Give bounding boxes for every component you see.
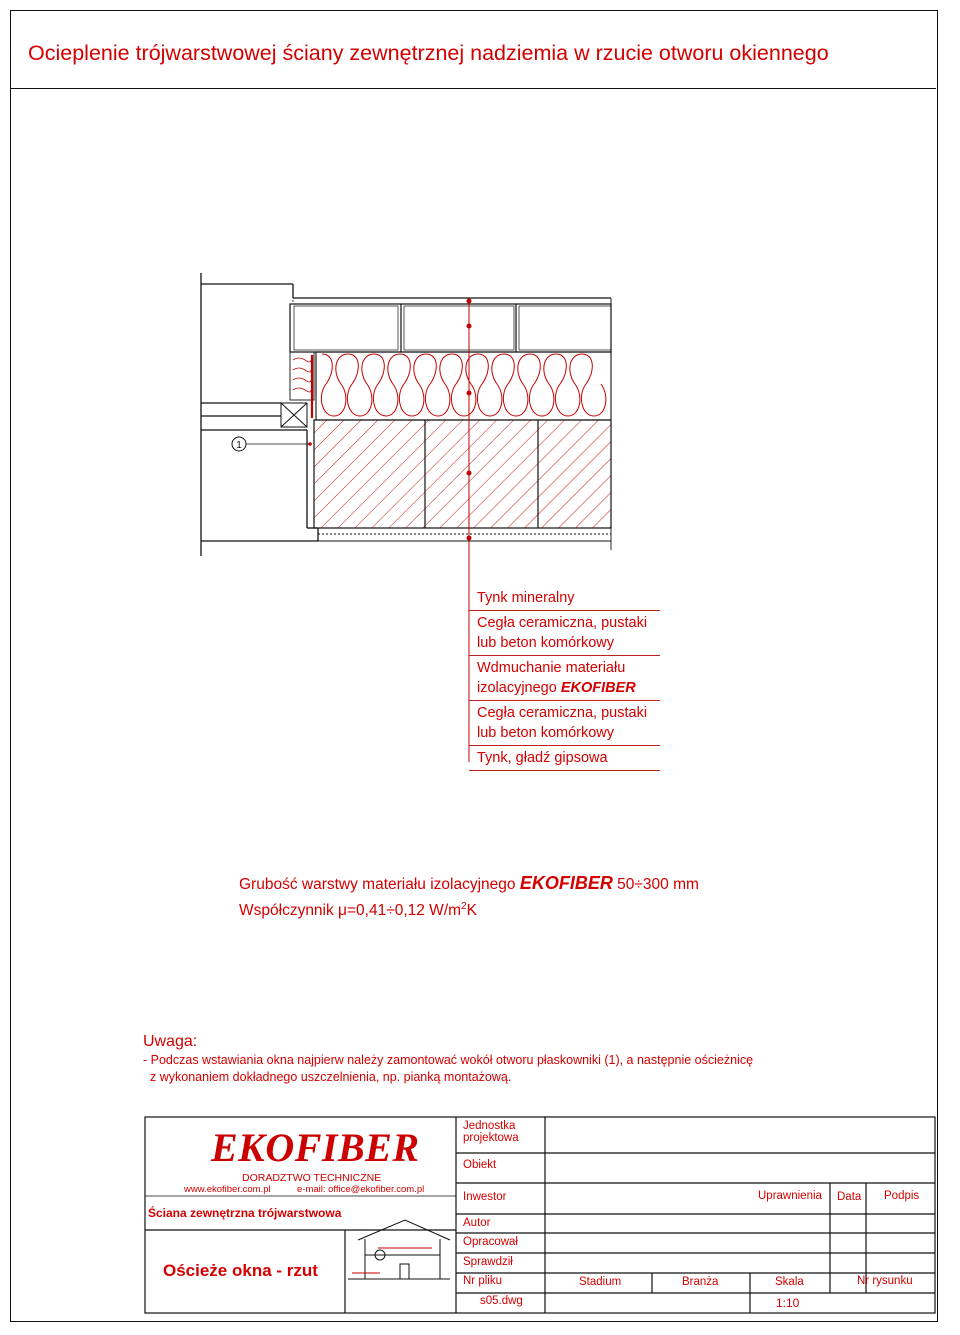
note-title: Uwaga:: [143, 1033, 198, 1050]
insulation-layer-ekofiber: [290, 352, 611, 420]
note-line-1: - Podczas wstawiania okna najpierw należy zamontować wokół otworu płaskowniki (1), a następnie ościeżnicę: [143, 1053, 754, 1067]
svg-text:1: 1: [236, 440, 242, 451]
website-link[interactable]: www.ekofiber.com.pl: [184, 1184, 271, 1195]
field-unit: Jednostka projektowa: [463, 1120, 519, 1144]
inner-masonry-leaf: [314, 420, 611, 528]
field-drawing-no: Nr rysunku: [857, 1275, 913, 1287]
email-link[interactable]: e-mail: office@ekofiber.com.pl: [297, 1184, 425, 1195]
thickness-value: 50÷300 mm: [617, 876, 699, 893]
field-branch: Branża: [682, 1276, 719, 1288]
field-file-no-label: Nr pliku: [463, 1275, 502, 1287]
field-object: Obiekt: [463, 1159, 497, 1171]
materials-legend: [469, 585, 660, 771]
scale-value: 1:10: [776, 1296, 800, 1310]
field-investor: Inwestor: [463, 1191, 507, 1203]
installation-note: [143, 1033, 753, 1086]
coefficient-label: Współczynnik μ=0,41÷0,12 W/m: [239, 902, 462, 920]
field-checked: Sprawdził: [463, 1256, 513, 1268]
outer-masonry-leaf: [290, 304, 611, 352]
note-line-2: z wykonaniem dokładnego uszczelnienia, np. pianką montażową.: [150, 1070, 512, 1084]
house-section-icon: [348, 1220, 450, 1279]
field-date: Data: [837, 1191, 862, 1203]
legend-item-outer-masonry: Cegła ceramiczna, pustaki lub beton komórkowy: [469, 611, 660, 656]
file-no-value: s05.dwg: [480, 1295, 523, 1307]
flat-bar-anchor: [281, 403, 307, 427]
page-title: Ocieplenie trójwarstwowej ściany zewnętrznej nadziemia w rzucie otworu okiennego: [28, 41, 829, 65]
insulation-parameters: Grubość warstwy materiału izolacyjnego EKOFIBER 50÷300 mm Współczynnik μ=0,41÷0,12 $W/m^2K$: [239, 873, 699, 920]
field-signature: Podpis: [884, 1190, 920, 1202]
drawing-group: Ściana zewnętrzna trójwarstwowa: [148, 1206, 342, 1220]
field-permissions: Uprawnienia: [758, 1190, 822, 1202]
outer-plaster-layer: [293, 298, 611, 304]
legend-item-outer-plaster: Tynk mineralny: [469, 585, 660, 611]
field-scale-label: Skala: [775, 1276, 804, 1288]
legend-item-insulation: Wdmuchanie materiału izolacyjnego EKOFIBER: [469, 656, 660, 701]
field-stage: Stadium: [579, 1276, 622, 1288]
logo-subtitle: DORADZTWO TECHNICZNE: [242, 1172, 382, 1184]
brand-name: EKOFIBER: [560, 680, 636, 696]
ekofiber-logo: EKOFIBER: [211, 1125, 420, 1170]
detail-marker-1: [232, 437, 312, 451]
thickness-label: Grubość warstwy materiału izolacyjnego: [239, 876, 516, 893]
legend-item-inner-plaster: Tynk, gładź gipsowa: [469, 746, 660, 771]
field-prepared: Opracował: [463, 1236, 518, 1248]
field-author: Autor: [463, 1217, 491, 1229]
legend-item-inner-masonry: Cegła ceramiczna, pustaki lub beton komórkowy: [469, 701, 660, 746]
brand-name: EKOFIBER: [519, 873, 613, 893]
drawing-title: Ościeże okna - rzut: [163, 1261, 318, 1280]
